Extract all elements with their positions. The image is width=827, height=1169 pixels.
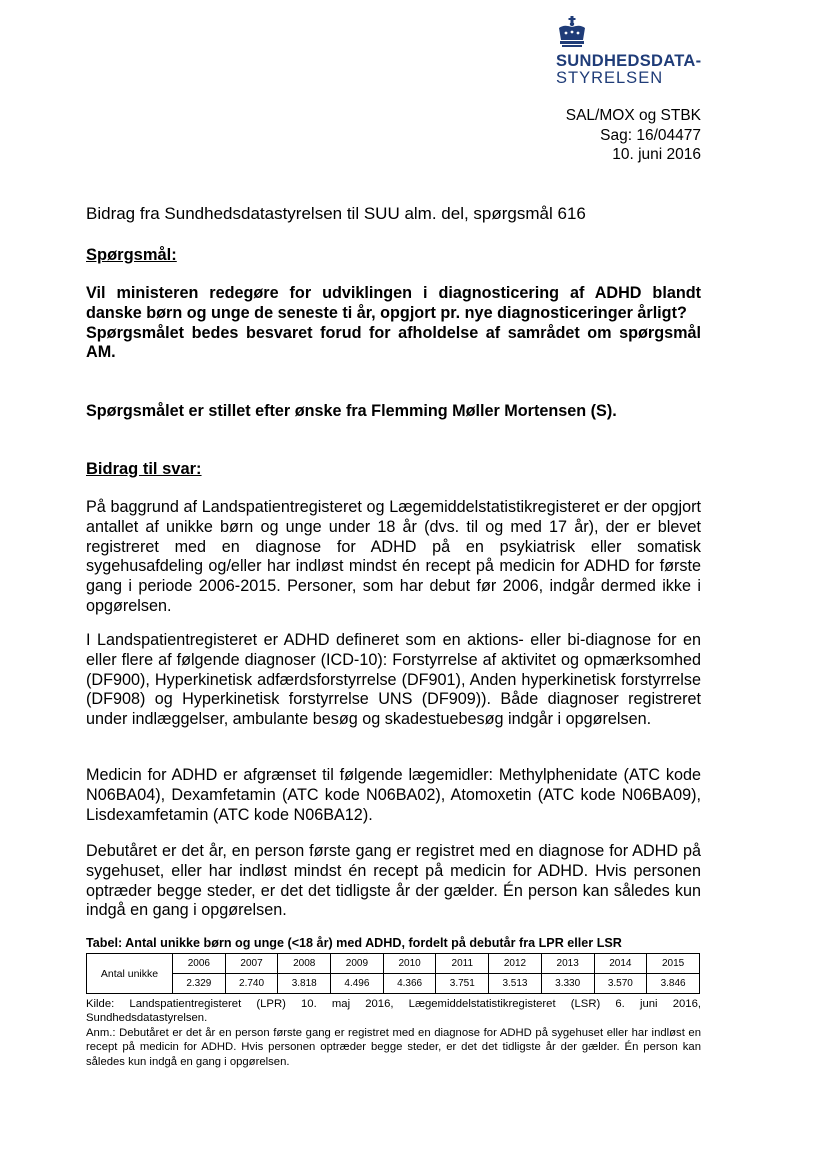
year-cell: 2009 xyxy=(331,954,384,974)
document-title: Bidrag fra Sundhedsdatastyrelsen til SUU alm. del, spørgsmål 616 xyxy=(86,204,586,223)
reference: SAL/MOX og STBK xyxy=(565,107,701,124)
logo-text-line-1: SUNDHEDSDATA- xyxy=(556,52,702,70)
value-cell: 3.846 xyxy=(647,974,700,994)
data-table xyxy=(86,953,700,994)
question-asker: Spørgsmålet er stillet efter ønske fra Flemming Møller Mortensen (S). xyxy=(86,402,617,420)
answer-heading: Bidrag til svar: xyxy=(86,460,202,478)
question-block xyxy=(86,284,701,363)
document-meta xyxy=(566,106,701,165)
case-number: Sag: 16/04477 xyxy=(600,126,701,144)
year-cell: 2014 xyxy=(594,954,647,974)
annotation-note xyxy=(86,1026,701,1069)
row-label: Antal unikke xyxy=(87,954,173,994)
source-note xyxy=(86,997,701,1026)
year-cell: 2006 xyxy=(173,954,226,974)
value-cell: 4.496 xyxy=(331,974,384,994)
paragraph-1-text: På baggrund af Landspatientregisteret og Lægemiddelstatistikregisteret er der opgjort antallet af unikke børn og unge under 18 år (dvs. til og med 17 år), der er blevet registreret med en diagnose for ADHD på en psykiatrisk eller somatisk sygehusafdeling og/eller har indløst mindst én recept på medicin for ADHD for første gang i periode 2006-2015. Personer, som har debut før 2006, indgår dermed ikke i opgørelsen. xyxy=(86,498,701,615)
document-date: 10. juni 2016 xyxy=(612,146,701,163)
paragraph-3-text: Medicin for ADHD er afgrænset til følgende lægemidler: Methylphenidate (ATC kode N06BA04), Dexamfetamin (ATC kode N06BA02), Atomoxetin (ATC kode N06BA09), Lisdexamfetamin (ATC kode N06BA12). xyxy=(86,766,701,824)
logo-text-line-2: STYRELSEN xyxy=(556,69,664,87)
year-cell: 2013 xyxy=(541,954,594,974)
year-cell: 2010 xyxy=(383,954,436,974)
table-caption: Tabel: Antal unikke børn og unge (<18 år) med ADHD, fordelt på debutår fra LPR eller LSR xyxy=(86,936,622,950)
paragraph-3 xyxy=(86,766,701,825)
value-cell: 3.570 xyxy=(594,974,647,994)
value-cell: 3.513 xyxy=(489,974,542,994)
paragraph-4-text: Debutåret er det år, en person første gang er registret med en diagnose for ADHD på sygehuset, eller har indløst mindst én recept på medicin for ADHD. Hvis personen optræder begge steder, er det det tidligste år der gælder. Én person kan således kun indgå en gang i opgørelsen. xyxy=(86,842,701,920)
annotation-text: Anm.: Debutåret er det år en person første gang er registret med en diagnose for ADHD på sygehuset eller har indløst en recept på medicin for ADHD. Hvis personen optræder begge steder, er det det tidligste år der gælder. Én person kan således kun indgå en gang i opgørelsen. xyxy=(86,1027,701,1068)
value-cell: 2.740 xyxy=(225,974,278,994)
value-cell: 3.751 xyxy=(436,974,489,994)
paragraph-4 xyxy=(86,842,701,921)
table-row-years xyxy=(87,954,700,974)
question-heading: Spørgsmål: xyxy=(86,246,177,264)
year-cell: 2007 xyxy=(225,954,278,974)
question-text: Vil ministeren redegøre for udviklingen i diagnosticering af ADHD blandt danske børn og unge de seneste ti år, opgjort pr. nye diagnosticeringer årligt? xyxy=(86,284,701,322)
year-cell: 2008 xyxy=(278,954,331,974)
crown-icon xyxy=(556,16,588,50)
paragraph-1 xyxy=(86,498,701,617)
value-cell: 3.330 xyxy=(541,974,594,994)
question-note: Spørgsmålet bedes besvaret forud for afholdelse af samrådet om spørgsmål AM. xyxy=(86,323,701,362)
value-cell: 3.818 xyxy=(278,974,331,994)
paragraph-2 xyxy=(86,631,701,730)
table-row-values xyxy=(87,974,700,994)
year-cell: 2011 xyxy=(436,954,489,974)
year-cell: 2012 xyxy=(489,954,542,974)
value-cell: 2.329 xyxy=(173,974,226,994)
value-cell: 4.366 xyxy=(383,974,436,994)
logo xyxy=(556,16,716,86)
paragraph-2-text: I Landspatientregisteret er ADHD defineret som en aktions- eller bi-diagnose for en eller flere af følgende diagnoser (ICD-10): Forstyrrelse af aktivitet og opmærksomhed (DF900), Hyperkinetisk adfærdsforstyrrelse (DF901), Anden hyperkinetisk forstyrrelse (DF908) og Hyperkinetisk forstyrrelse UNS (DF909)). Både diagnoser registreret under indlæggelser, ambulante besøg og skadestuebesøg indgår i opgørelsen. xyxy=(86,631,701,729)
source-text: Kilde: Landspatientregisteret (LPR) 10. maj 2016, Lægemiddelstatistikregisteret (LSR) 6. juni 2016, Sundhedsdatastyrelsen. xyxy=(86,998,701,1025)
year-cell: 2015 xyxy=(647,954,700,974)
